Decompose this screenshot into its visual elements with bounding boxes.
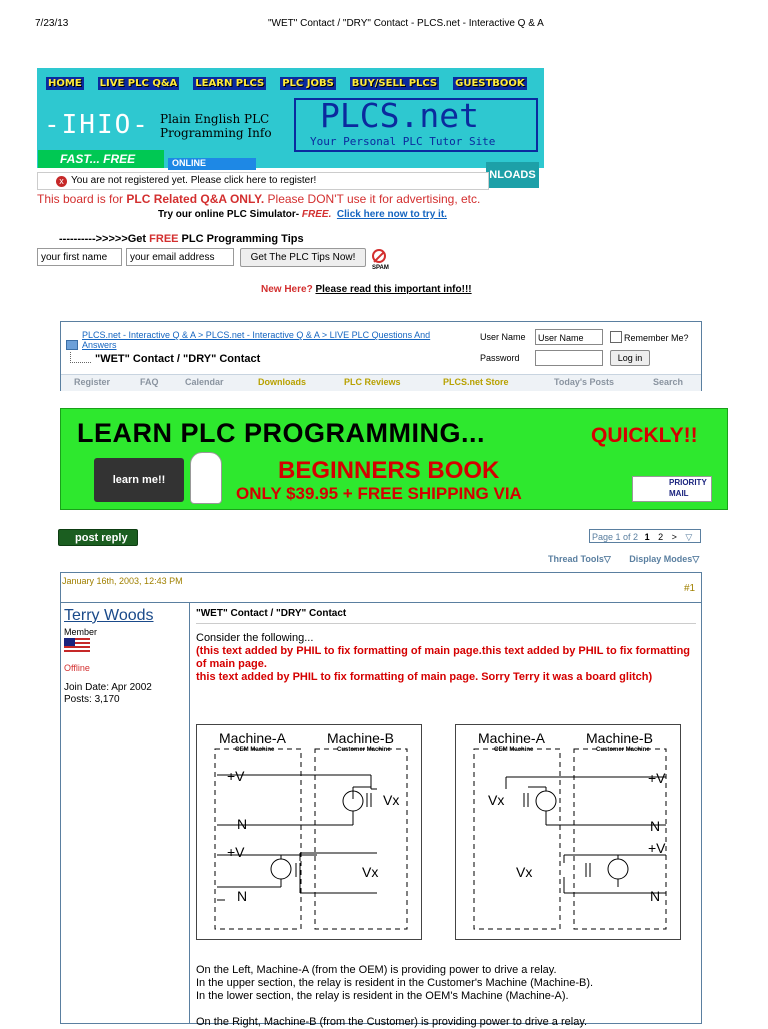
post-count: Posts: 3,170: [64, 694, 120, 705]
machine-a-label: Machine-A: [478, 730, 545, 746]
tree-branch-icon: [70, 352, 91, 363]
n-label: N: [237, 816, 248, 832]
machine-b-label: Machine-B: [586, 730, 653, 746]
username-label: User Name: [480, 332, 526, 342]
post-title-rule: [196, 623, 696, 624]
username-input[interactable]: User Name: [535, 329, 603, 345]
spam-label: SPAM: [372, 265, 389, 271]
menu-register[interactable]: Register: [74, 377, 111, 387]
n-label: N: [650, 888, 661, 904]
password-label: Password: [480, 353, 520, 363]
board-notice: [37, 192, 480, 206]
print-title: "WET" Contact / "DRY" Contact - PLCS.net - Interactive Q & A: [268, 18, 544, 29]
vx-label: Vx: [362, 864, 379, 880]
site-title[interactable]: PLCS.net: [320, 96, 479, 135]
logo-line-2: Programming Info: [160, 126, 272, 140]
machine-b-label: Machine-B: [327, 730, 394, 746]
plus-v-label: +V: [648, 840, 666, 856]
chevron-down-icon[interactable]: ▽: [685, 532, 693, 542]
edit-note-2: this text added by PHIL to fix formatting of main page. Sorry Terry it was a board glitch): [196, 671, 653, 683]
tips-heading: [59, 233, 304, 245]
page-current: 1: [644, 532, 650, 542]
online-badge: ONLINE: [168, 158, 256, 170]
menu-store[interactable]: PLCS.net Store: [443, 377, 509, 387]
board-bold: PLC Related Q&A ONLY.: [126, 192, 265, 206]
new-here: [261, 284, 472, 295]
ad-plc-image: learn me!!: [94, 458, 184, 502]
customer-label: Customer Machine: [596, 747, 650, 753]
logo-line-1: Plain English PLC: [160, 112, 270, 126]
nav-live-plc-qa[interactable]: LIVE PLC Q&A: [99, 78, 178, 89]
menu-todays-posts[interactable]: Today's Posts: [554, 377, 614, 387]
fast-free-badge[interactable]: FAST... FREE: [38, 150, 164, 168]
oem-label: OEM Machine: [235, 747, 275, 753]
print-date: 7/23/13: [35, 18, 69, 29]
vx-label: Vx: [488, 792, 505, 808]
login-button[interactable]: Log in: [610, 350, 650, 366]
simulator-link[interactable]: Click here now to try it.: [336, 209, 447, 220]
remember-me-checkbox[interactable]: [610, 331, 622, 343]
page-of: Page 1 of 2: [592, 532, 639, 542]
para-2: In the upper section, the relay is resident in the Customer's Machine (Machine-B).: [196, 977, 594, 989]
post-explanation: [196, 964, 696, 1029]
oem-label: OEM Machine: [494, 747, 534, 753]
banner-nav: [46, 77, 541, 90]
join-date: Join Date: Apr 2002: [64, 682, 152, 693]
post-intro: [196, 632, 696, 684]
author-stats: [64, 682, 152, 706]
post-intro-text: Consider the following...: [196, 632, 314, 644]
tips-post: PLC Programming Tips: [178, 233, 304, 245]
breadcrumb[interactable]: PLCS.net - Interactive Q & A > PLCS.net - Interactive Q & A > LIVE PLC Questions And Answers: [82, 330, 431, 350]
plus-v-label: +V: [227, 768, 245, 784]
n-label: N: [650, 818, 661, 834]
thread-tools-bar: [532, 554, 699, 565]
ad-price: ONLY $39.95 + FREE SHIPPING VIA: [236, 484, 522, 503]
folder-icon: [66, 340, 78, 350]
author-status: Offline: [64, 663, 90, 673]
board-pre: This board is for: [37, 192, 127, 206]
customer-label: Customer Machine: [337, 747, 391, 753]
post-reply-button[interactable]: post reply: [58, 529, 138, 546]
pagination: [589, 529, 701, 543]
plus-v-label: +V: [227, 844, 245, 860]
ad-professor-image: [190, 452, 222, 504]
vx-label: Vx: [383, 792, 400, 808]
site-tagline: Your Personal PLC Tutor Site: [310, 135, 496, 148]
remember-me-label: Remember Me?: [624, 333, 689, 343]
warning-icon: x: [56, 176, 67, 187]
board-post: Please DON'T use it for advertising, etc.: [264, 192, 481, 206]
us-flag-icon: [64, 638, 90, 653]
author-name[interactable]: Terry Woods: [64, 607, 154, 624]
post-title: "WET" Contact / "DRY" Contact: [196, 608, 347, 619]
register-notice-text: You are not registered yet. Please click here to register!: [71, 175, 317, 186]
machine-a-label: Machine-A: [219, 730, 286, 746]
ad-quickly: QUICKLY!!: [591, 424, 698, 447]
forum-menu: [61, 374, 701, 391]
menu-downloads[interactable]: Downloads: [258, 377, 307, 387]
para-3: In the lower section, the relay is resident in the OEM's Machine (Machine-A).: [196, 990, 569, 1002]
vx-label: Vx: [516, 864, 533, 880]
nav-learn-plcs[interactable]: LEARN PLCS: [195, 78, 265, 89]
email-input[interactable]: your email address: [126, 248, 234, 266]
page-2-link[interactable]: 2: [658, 532, 664, 542]
downloads-link[interactable]: NLOADS: [486, 162, 539, 188]
priority-mail-logo: PRIORITY MAIL: [632, 476, 712, 502]
post-number[interactable]: #1: [684, 583, 696, 594]
post-date: January 16th, 2003, 12:43 PM: [62, 576, 183, 586]
display-modes-menu[interactable]: Display Modes▽: [629, 554, 700, 564]
edit-note-1: (this text added by PHIL to fix formatting of main page.this text added by PHIL to fix formatting of main page.: [196, 645, 691, 670]
logo-text: [160, 112, 272, 140]
thread-tools-menu[interactable]: Thread Tools▽: [548, 554, 611, 564]
wet-contact-diagram-right: [455, 724, 681, 940]
menu-faq[interactable]: FAQ: [140, 377, 159, 387]
para-1: On the Left, Machine-A (from the OEM) is providing power to drive a relay.: [196, 964, 557, 976]
logo-glyph: -IHIO-: [44, 110, 150, 140]
wet-contact-diagram-left: [196, 724, 422, 940]
post-divider: [189, 602, 190, 1024]
simulator-line: [158, 209, 447, 220]
simulator-free: FREE.: [301, 209, 332, 220]
new-here-label: New Here?: [261, 284, 313, 295]
nav-guestbook[interactable]: GUESTBOOK: [455, 78, 525, 89]
important-info-link[interactable]: Please read this important info!!!: [315, 284, 472, 295]
password-input[interactable]: [535, 350, 603, 366]
nav-home[interactable]: HOME: [48, 78, 82, 89]
get-tips-button[interactable]: Get The PLC Tips Now!: [240, 248, 366, 267]
register-notice[interactable]: [37, 172, 489, 190]
plus-v-label: +V: [648, 770, 666, 786]
menu-plc-reviews[interactable]: PLC Reviews: [344, 377, 401, 387]
tips-free: FREE: [149, 233, 179, 245]
ad-headline: LEARN PLC PROGRAMMING...: [77, 418, 485, 448]
page-next-link[interactable]: >: [671, 532, 677, 542]
author-role: Member: [64, 627, 98, 637]
menu-calendar[interactable]: Calendar: [185, 377, 224, 387]
ad-book: BEGINNERS BOOK: [278, 457, 500, 484]
n-label: N: [237, 888, 248, 904]
no-spam-icon: [372, 249, 386, 263]
first-name-input[interactable]: your first name: [37, 248, 122, 266]
menu-search[interactable]: Search: [653, 377, 684, 387]
tips-pre: ---------->>>>>Get: [59, 233, 150, 245]
para-4: On the Right, Machine-B (from the Customer) is providing power to drive a relay.: [196, 1016, 588, 1028]
nav-buy-sell-plcs[interactable]: BUY/SELL PLCS: [351, 78, 438, 89]
display-modes-label: Display Modes: [629, 554, 693, 564]
nav-plc-jobs[interactable]: PLC JOBS: [282, 78, 334, 89]
simulator-pre: Try our online PLC Simulator-: [158, 209, 302, 220]
thread-tools-label: Thread Tools: [548, 554, 604, 564]
navbar-thread-title: "WET" Contact / "DRY" Contact: [95, 353, 261, 365]
